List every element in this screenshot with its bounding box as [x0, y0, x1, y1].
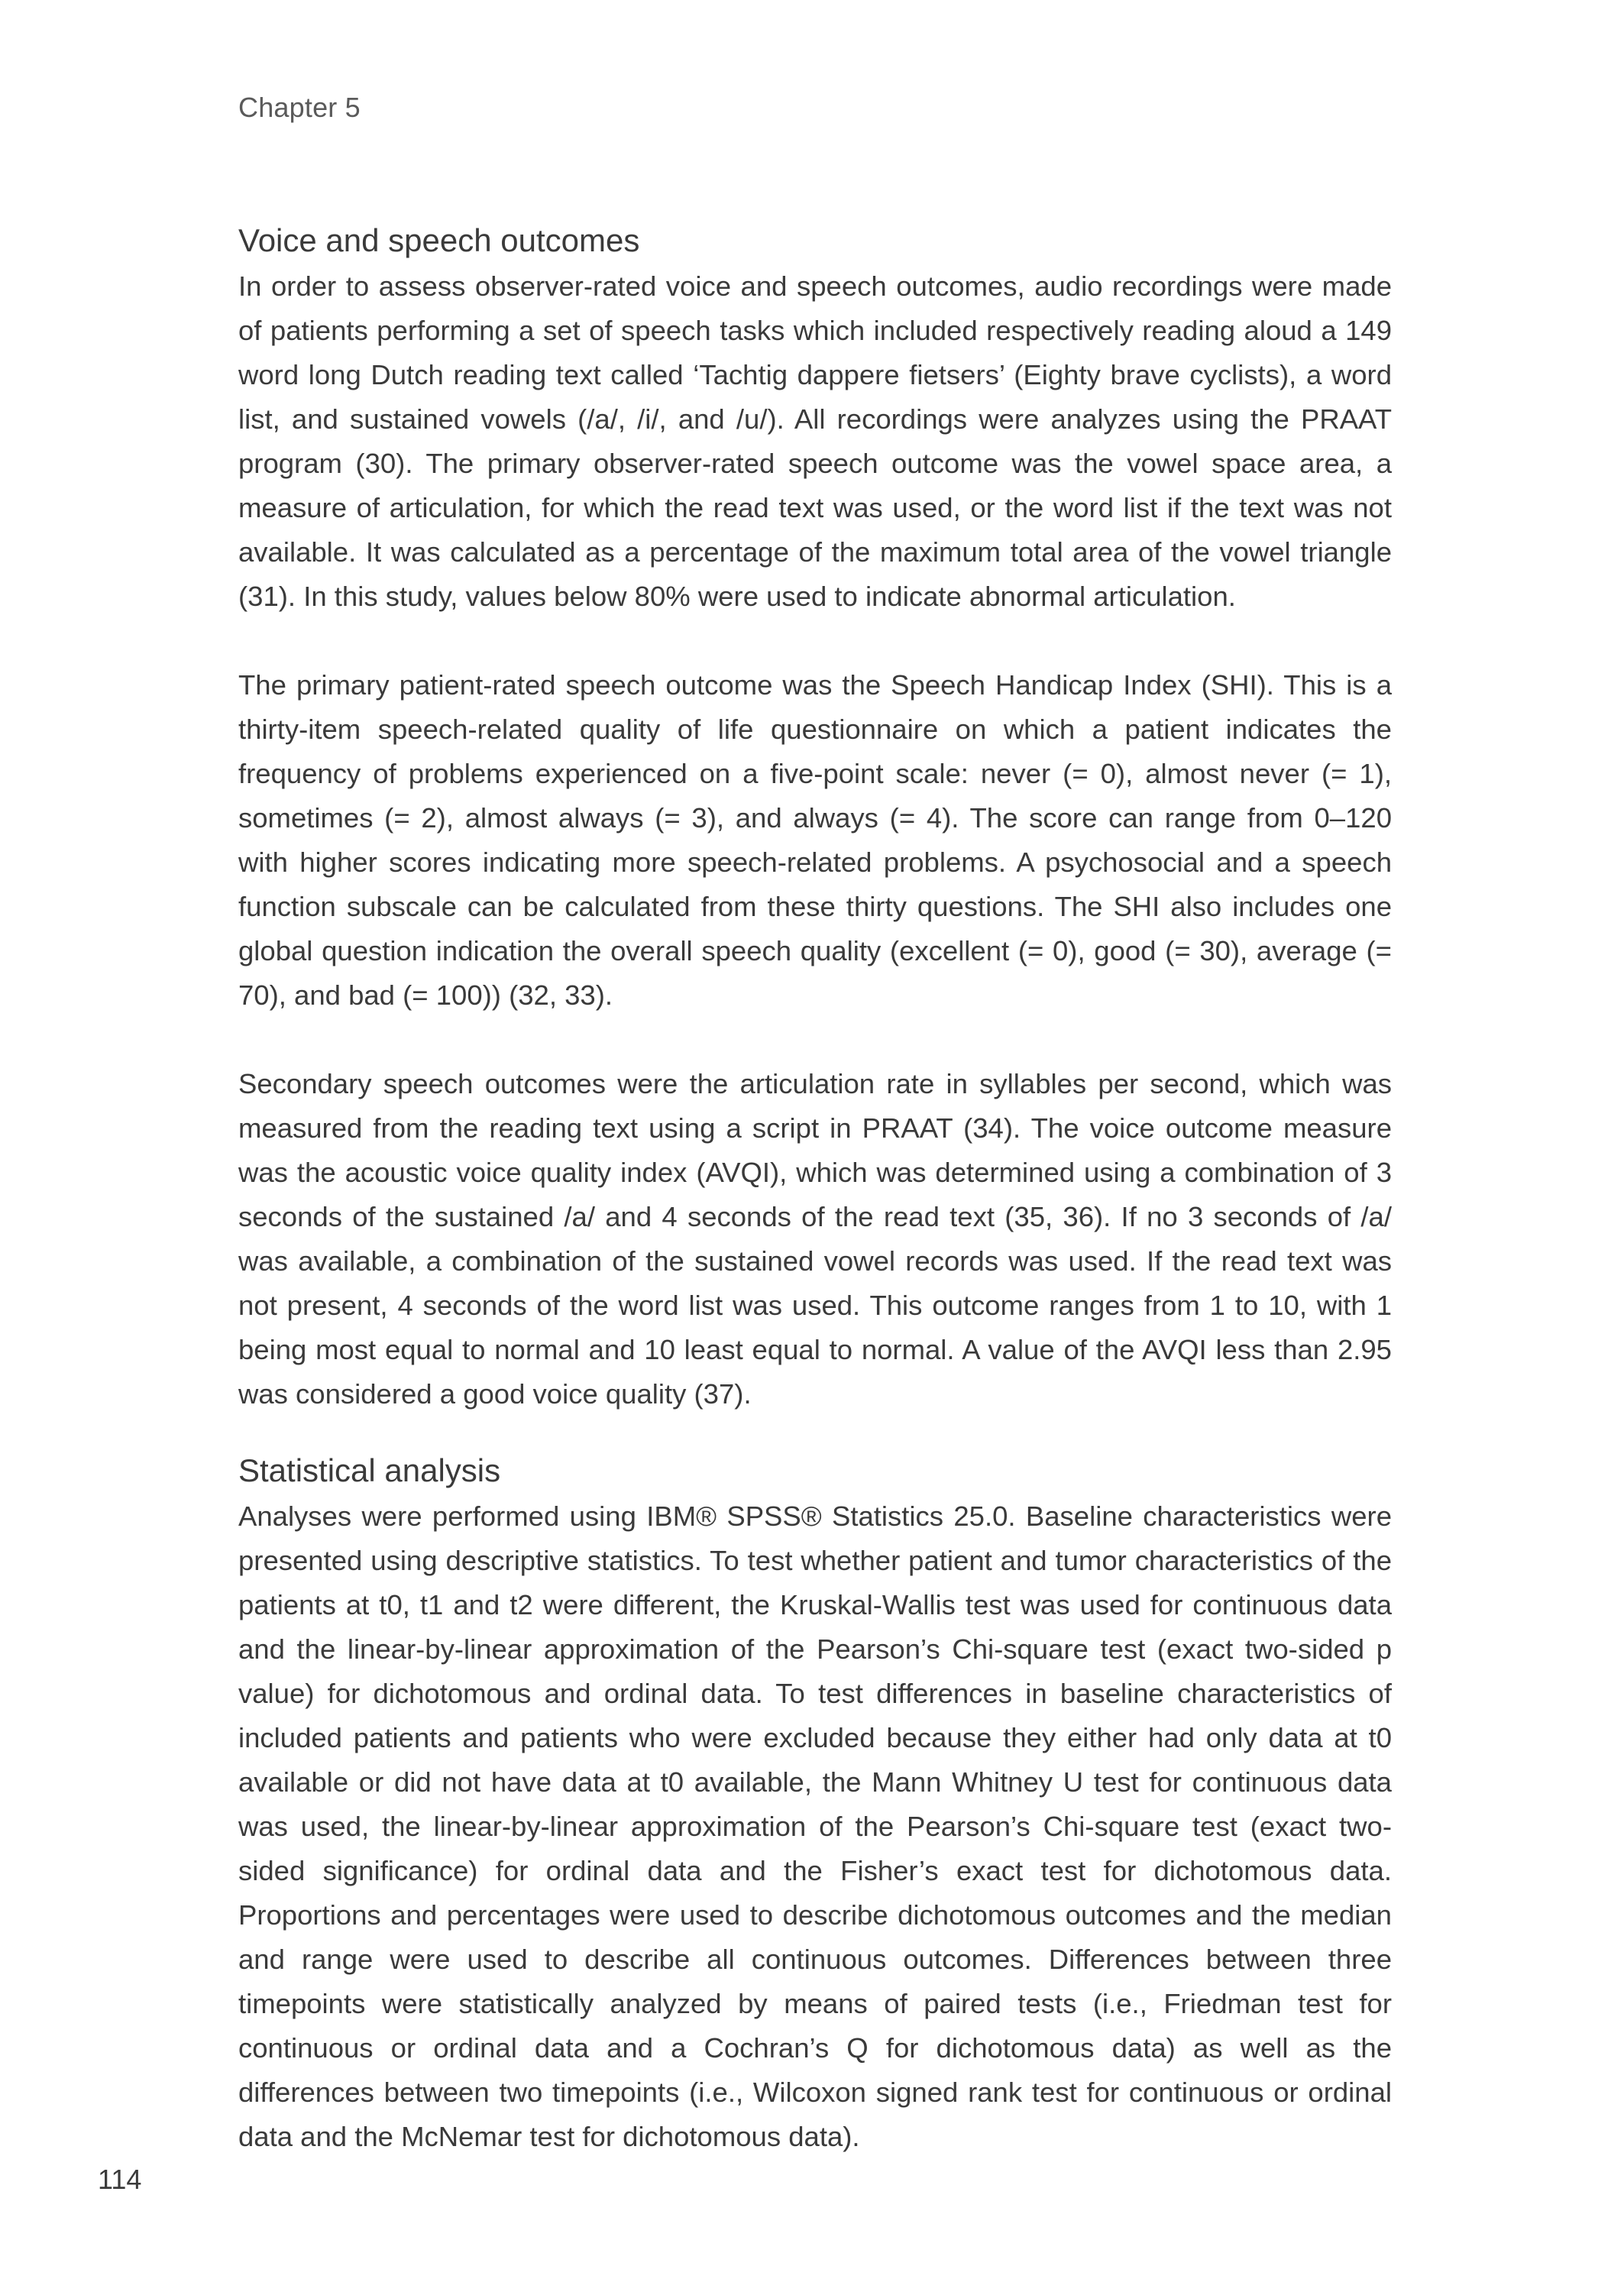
paragraph-patient-rated: The primary patient-rated speech outcome was the Speech Handicap Index (SHI). This is a thirty-item speech-related quality of life questionnaire on which a patient indicates the frequency of problems experienced on a five-point scale: never (= 0), almost never (= 1), sometimes (= 2), almost always (= 3), and always (= 4). The score can range from 0–120 with higher scores indicating more speech-related problems. A psychosocial and a speech function subscale can be calculated from these thirty questions. The SHI also includes one global question indication the overall speech quality (excellent (= 0), good (= 30), average (= 70), and bad (= 100)) (32, 33).: [238, 669, 1392, 1011]
paragraph-secondary-outcomes: Secondary speech outcomes were the articulation rate in syllables per second, which was measured from the reading text using a script in PRAAT (34). The voice outcome measure was the acoustic voice quality index (AVQI), which was determined using a combination of 3 seconds of the sustained /a/ and 4 seconds of the read text (35, 36). If no 3 seconds of /a/ was available, a combination of the sustained vowel records was used. If the read text was not present, 4 seconds of the word list was used. This outcome ranges from 1 to 10, with 1 being most equal to normal and 10 least equal to normal. A value of the AVQI less than 2.95 was considered a good voice quality (37).: [238, 1068, 1392, 1410]
running-head: Chapter 5: [238, 92, 361, 123]
section-heading-statistical-analysis: Statistical analysis: [238, 1452, 501, 1488]
paragraph-observer-rated: In order to assess observer-rated voice and speech outcomes, audio recordings were made of patients performing a set of speech tasks which included respectively reading aloud a 149 word long Dutch reading text called ‘Tachtig dappere fietsers’ (Eighty brave cyclists), a word list, and sustained vowels (/a/, /i/, and /u/). All recordings were analyzes using the PRAAT program (30). The primary observer-rated speech outcome was the vowel space area, a measure of articulation, for which the read text was used, or the word list if the text was not available. It was calculated as a percentage of the maximum total area of the vowel triangle (31). In this study, values below 80% were used to indicate abnormal articulation.: [238, 270, 1392, 612]
paragraph-statistical-analysis: Analyses were performed using IBM® SPSS® Statistics 25.0. Baseline characteristics were presented using descriptive statistics. To test whether patient and tumor characteristics of the patients at t0, t1 and t2 were different, the Kruskal-Wallis test was used for continuous data and the linear-by-linear approximation of the Pearson’s Chi-square test (exact two-sided p value) for dichotomous and ordinal data. To test differences in baseline characteristics of included patients and patients who were excluded because they either had only data at t0 available or did not have data at t0 available, the Mann Whitney U test for continuous data was used, the linear-by-linear approximation of the Pearson’s Chi-square test (exact two-sided significance) for ordinal data and the Fisher’s exact test for dichotomous data. Proportions and percentages were used to describe dichotomous outcomes and the median and range were used to describe all continuous outcomes. Differences between three timepoints were statistically analyzed by means of paired tests (i.e., Friedman test for continuous or ordinal data and a Cochran’s Q for dichotomous data) as well as the differences between two timepoints (i.e., Wilcoxon signed rank test for continuous or ordinal data and the McNemar test for dichotomous data).: [238, 1500, 1392, 2152]
page-number: 114: [98, 2164, 142, 2195]
section-heading-voice-speech: Voice and speech outcomes: [238, 222, 640, 258]
page-body: [238, 217, 1392, 2159]
